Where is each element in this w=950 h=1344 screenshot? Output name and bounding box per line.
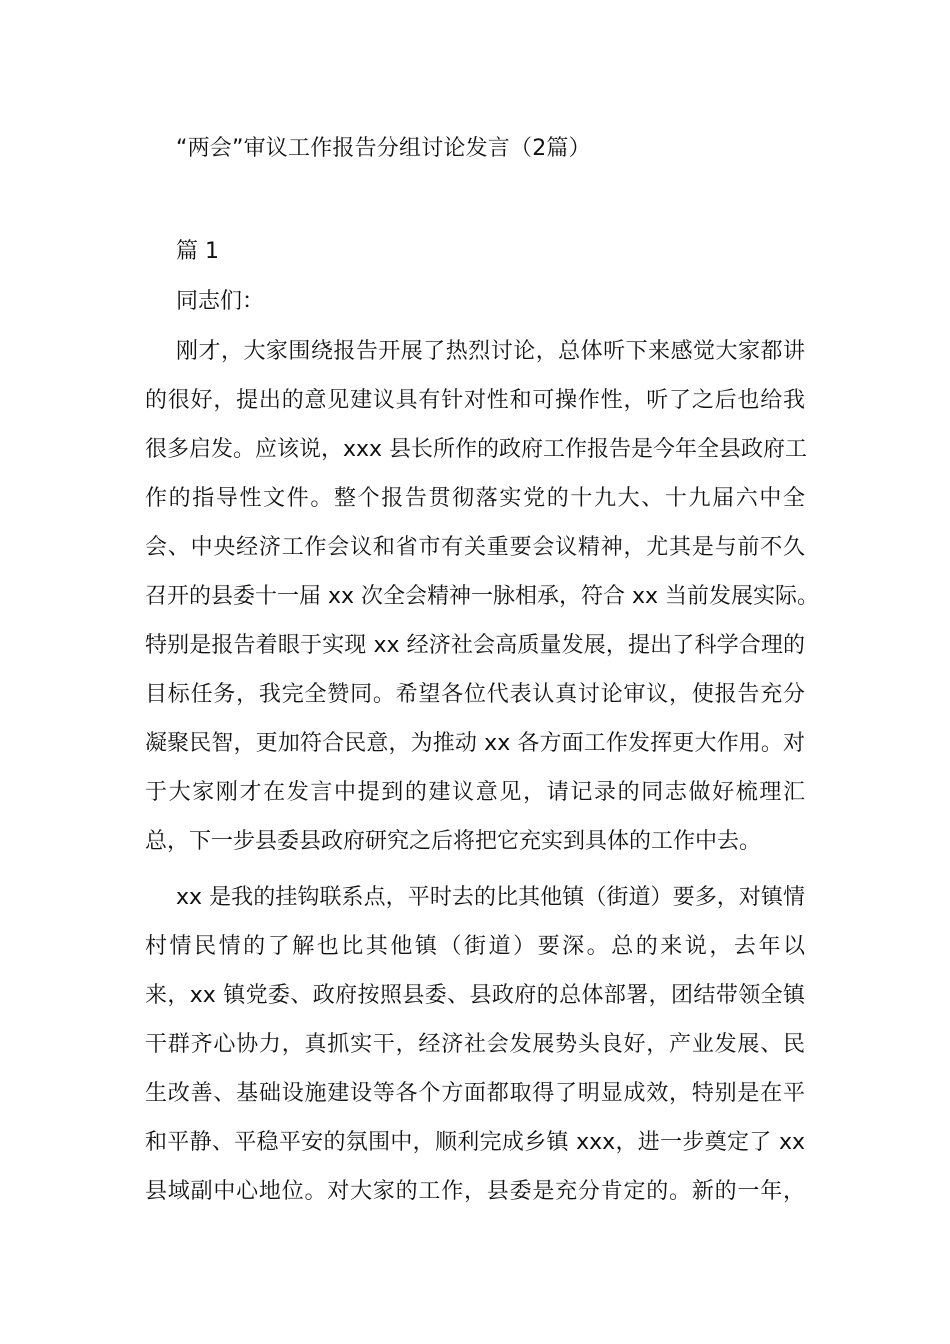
paragraph-line: 村情民情的了解也比其他镇（街道）要深。总的来说，去年以 — [145, 934, 805, 959]
paragraph-line: 的很好，提出的意见建议具有针对性和可操作性，听了之后也给我 — [145, 388, 805, 413]
paragraph-line: 会、中央经济工作会议和省市有关重要会议精神，尤其是与前不久 — [145, 535, 805, 560]
paragraph-line: 特别是报告着眼于实现 xx 经济社会高质量发展，提出了科学合理的 — [145, 633, 805, 658]
paragraph-line: 县域副中心地位。对大家的工作，县委是充分肯定的。新的一年， — [145, 1179, 805, 1204]
paragraph-line: 很多启发。应该说，xxx 县长所作的政府工作报告是今年全县政府工 — [145, 437, 808, 462]
document-title: “两会”审议工作报告分组讨论发言（2篇） — [176, 136, 591, 161]
paragraph-line: 生改善、基础设施建设等各个方面都取得了明显成效，特别是在平 — [145, 1081, 805, 1106]
paragraph-line: 和平静、平稳平安的氛围中，顺利完成乡镇 xxx，进一步奠定了 xx — [145, 1130, 805, 1155]
greeting-line: 同志们： — [176, 289, 265, 314]
paragraph-line: xx 是我的挂钩联系点，平时去的比其他镇（街道）要多，对镇情 — [176, 885, 805, 910]
paragraph-line: 作的指导性文件。整个报告贯彻落实党的十九大、十九届六中全 — [145, 486, 805, 511]
section-label: 篇 1 — [176, 239, 219, 264]
paragraph-line: 目标任务，我完全赞同。希望各位代表认真讨论审议，使报告充分 — [145, 682, 805, 707]
paragraph-line: 干群齐心协力，真抓实干，经济社会发展势头良好，产业发展、民 — [145, 1032, 805, 1057]
paragraph-line: 召开的县委十一届 xx 次全会精神一脉相承，符合 xx 当前发展实际。 — [145, 584, 820, 609]
paragraph-line: 凝聚民智，更加符合民意，为推动 xx 各方面工作发挥更大作用。对 — [145, 731, 805, 756]
paragraph-line: 刚才，大家围绕报告开展了热烈讨论，总体听下来感觉大家都讲 — [176, 339, 805, 364]
paragraph-line: 来，xx 镇党委、政府按照县委、县政府的总体部署，团结带领全镇 — [145, 983, 805, 1008]
paragraph-line: 总，下一步县委县政府研究之后将把它充实到具体的工作中去。 — [145, 829, 762, 854]
paragraph-line: 于大家刚才在发言中提到的建议意见，请记录的同志做好梳理汇 — [145, 780, 805, 805]
